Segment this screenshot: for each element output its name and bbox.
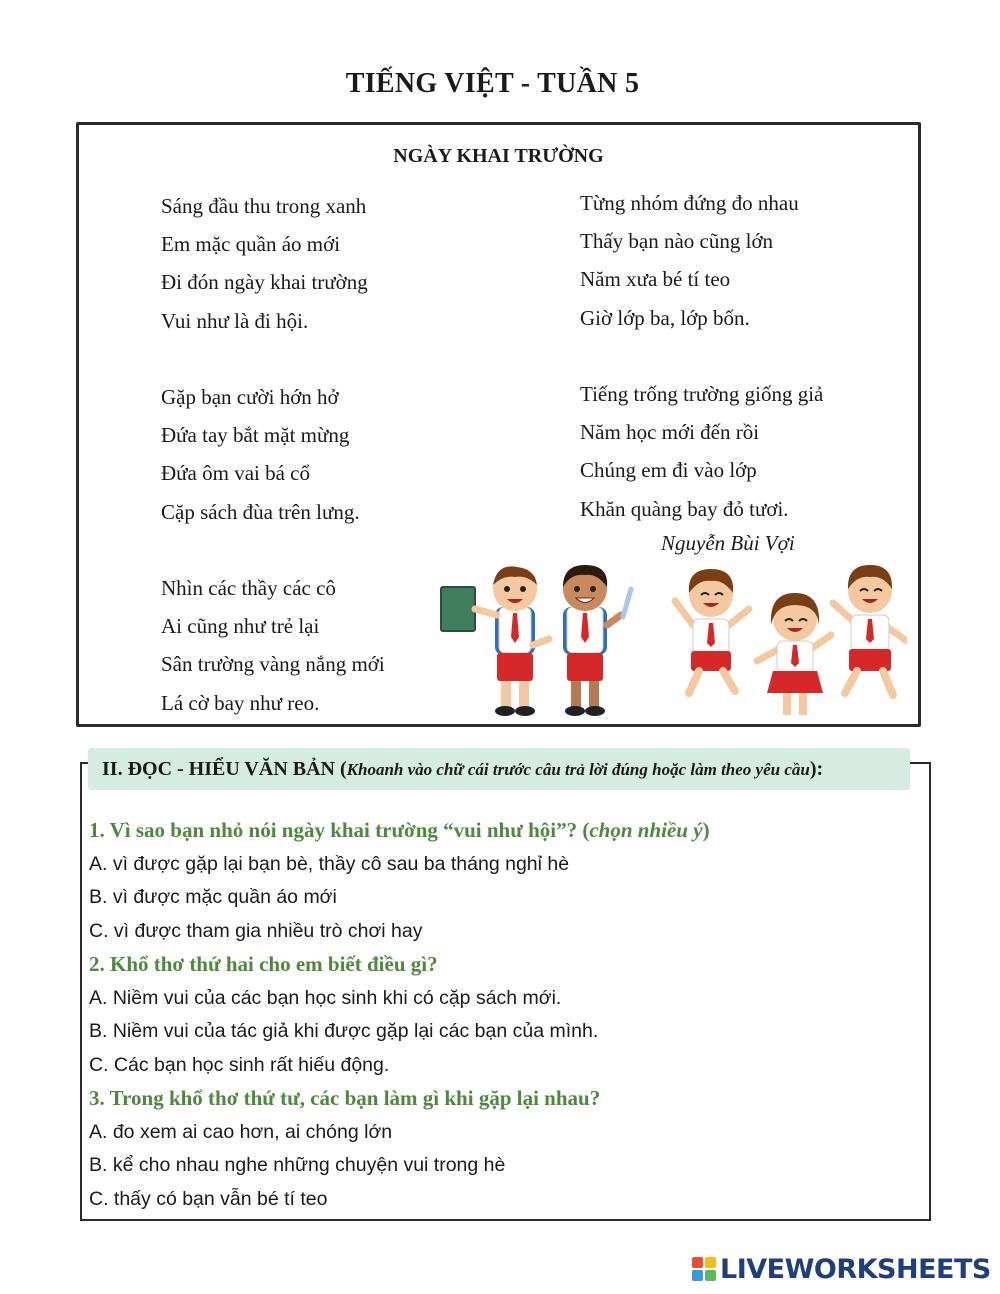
poem-line: Giờ lớp ba, lớp bốn.: [580, 305, 750, 330]
liveworksheets-logo[interactable]: [692, 1252, 991, 1286]
section-heading-end: ):: [809, 758, 824, 780]
poem-stanza-2: [161, 378, 360, 531]
poem-line: Cặp sách đùa trên lưng.: [161, 499, 360, 524]
answer-option-3c[interactable]: C. thấy có bạn vẫn bé tí teo: [89, 1187, 328, 1210]
jumping-boy-left-figure: [675, 569, 749, 693]
question-list: [89, 814, 929, 1216]
poem-line: Khăn quàng bay đỏ tươi.: [580, 496, 789, 521]
question-1: [89, 814, 929, 848]
question-note: chọn nhiều ý: [589, 818, 703, 842]
question-note-end: ): [702, 818, 710, 842]
poem-stanza-3: [161, 569, 385, 722]
poem-line: Chúng em đi vào lớp: [580, 458, 757, 483]
poem-author: Nguyễn Bùi Vợi: [661, 531, 795, 555]
jumping-girl-figure: [757, 593, 831, 715]
poem-line: Thấy bạn nào cũng lớn: [580, 229, 774, 254]
answer-option-2c[interactable]: C. Các bạn học sinh rất hiếu động.: [89, 1053, 390, 1076]
poem-title: NGÀY KHAI TRƯỜNG: [393, 145, 604, 167]
question-2: 2. Khổ thơ thứ hai cho em biết điều gì?: [89, 952, 438, 976]
answer-option-3b[interactable]: B. kể cho nhau nghe những chuyện vui trong hè: [89, 1154, 506, 1176]
poem-line: Em mặc quần áo mới: [161, 232, 341, 257]
liveworksheets-logo-text: LIVEWORKSHEETS: [720, 1253, 991, 1285]
section-heading-label: II. ĐỌC - HIỂU VĂN BẢN (: [102, 758, 347, 780]
answer-option-2a[interactable]: A. Niềm vui của các bạn học sinh khi có cặp sách mới.: [89, 986, 562, 1009]
poem-line: Gặp bạn cười hớn hở: [161, 385, 339, 409]
question-text: 1. Vì sao bạn nhỏ nói ngày khai trường “vui như hội”? (: [89, 818, 590, 842]
boy-with-pencil-figure: [533, 565, 631, 716]
boy-with-book-figure: [441, 566, 537, 716]
poem-line: Ai cũng như trẻ lại: [161, 614, 320, 639]
answer-option-1a[interactable]: A. vì được gặp lại bạn bè, thầy cô sau ba tháng nghỉ hè: [89, 852, 570, 875]
poem-line: Đi đón ngày khai trường: [161, 270, 368, 295]
poem-line: Đứa tay bắt mặt mừng: [161, 423, 350, 448]
poem-line: Năm học mới đến rồi: [580, 420, 760, 445]
answer-option-2b[interactable]: B. Niềm vui của tác giả khi được gặp lại các bạn của mình.: [89, 1020, 599, 1042]
section-instruction: Khoanh vào chữ cái trước câu trả lời đúng hoặc làm theo yêu cầu: [346, 760, 810, 779]
poem-line: Lá cờ bay như reo.: [161, 690, 320, 715]
children-illustration: [437, 565, 907, 725]
page-title: TIẾNG VIỆT - TUẦN 5: [345, 68, 640, 99]
jumping-boy-right-figure: [833, 565, 907, 695]
poem-stanza-1: [161, 187, 368, 340]
answer-option-3a[interactable]: A. đo xem ai cao hơn, ai chóng lớn: [89, 1120, 393, 1143]
answer-option-1b[interactable]: B. vì được mặc quần áo mới: [89, 886, 337, 908]
poem-line: Sáng đầu thu trong xanh: [161, 194, 367, 218]
poem-line: Nhìn các thầy các cô: [161, 576, 336, 600]
poem-line: Năm xưa bé tí teo: [580, 267, 731, 292]
liveworksheets-logo-icon: [692, 1257, 716, 1281]
poem-stanza-4: [580, 184, 799, 337]
question-3: 3. Trong khổ thơ thứ tư, các bạn làm gì khi gặp lại nhau?: [89, 1086, 601, 1110]
answer-option-1c[interactable]: C. vì được tham gia nhiều trò chơi hay: [89, 919, 423, 942]
poem-line: Đứa ôm vai bá cổ: [161, 461, 310, 486]
poem-line: Tiếng trống trường giống giả: [580, 382, 824, 406]
poem-line: Vui như là đi hội.: [161, 308, 309, 333]
poem-line: Từng nhóm đứng đo nhau: [580, 191, 799, 215]
section-heading: [88, 748, 910, 790]
poem-box: [76, 122, 921, 727]
poem-stanza-5: [580, 375, 823, 528]
poem-line: Sân trường vàng nắng mới: [161, 652, 385, 677]
